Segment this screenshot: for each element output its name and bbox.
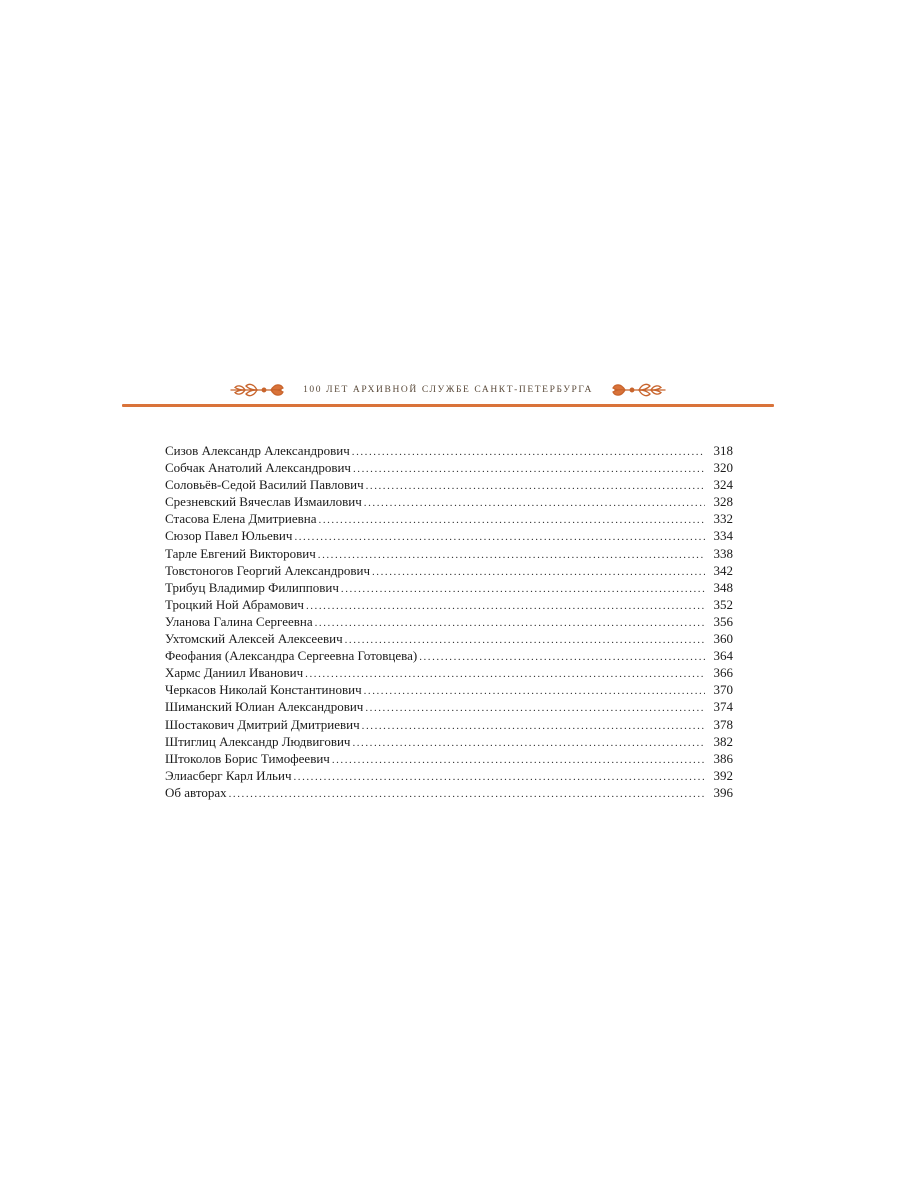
toc-dot-leader [364, 495, 705, 512]
toc-dot-leader [353, 461, 705, 478]
toc-entry [165, 698, 733, 715]
toc-entry-page-number: 334 [713, 528, 733, 544]
toc-entry [165, 681, 733, 698]
toc-dot-leader [319, 512, 705, 529]
toc-entry [165, 442, 733, 459]
toc-entry-name: Стасова Елена Дмитриевна [165, 511, 317, 527]
toc-entry-page-number: 378 [713, 716, 733, 732]
toc-entry-page-number: 324 [713, 477, 733, 493]
toc-entry [165, 459, 733, 476]
toc-dot-leader [365, 700, 705, 717]
toc-entry-page-number: 374 [713, 699, 733, 715]
toc-dot-leader [305, 666, 705, 683]
toc-entry-page-number: 328 [713, 494, 733, 510]
toc-entry-name: Феофания (Александра Сергеевна Готовцева) [165, 648, 418, 664]
toc-dot-leader [352, 735, 705, 752]
toc-entry [165, 510, 733, 527]
toc-entry-page-number: 338 [713, 545, 733, 561]
toc-entry-name: Хармс Даниил Иванович [165, 665, 304, 681]
toc-dot-leader [294, 529, 705, 546]
toc-entry-name: Тарле Евгений Викторович [165, 545, 316, 561]
toc-entry [165, 579, 733, 596]
toc-dot-leader [332, 752, 705, 769]
toc-entry-page-number: 332 [713, 511, 733, 527]
toc-entry [165, 750, 733, 767]
laurel-branch-icon [227, 379, 285, 401]
toc-entry [165, 476, 733, 493]
toc-entry-name: Шиманский Юлиан Александрович [165, 699, 364, 715]
toc-dot-leader [315, 615, 705, 632]
toc-entry-name: Собчак Анатолий Александрович [165, 460, 351, 476]
toc-entry-name: Ухтомский Алексей Алексеевич [165, 631, 343, 647]
toc-entry-page-number: 396 [713, 784, 733, 800]
toc-entry [165, 647, 733, 664]
toc-entry-name: Уланова Галина Сергеевна [165, 613, 313, 629]
toc-entry-name: Об авторах [165, 784, 227, 800]
running-header [122, 378, 774, 410]
header-row [122, 378, 774, 402]
toc-dot-leader [318, 547, 705, 564]
toc-entry-name: Штиглиц Александр Людвигович [165, 733, 351, 749]
toc-entry-page-number: 342 [713, 562, 733, 578]
running-header-title: 100 ЛЕТ АРХИВНОЙ СЛУЖБЕ САНКТ-ПЕТЕРБУРГА [303, 385, 593, 395]
toc-dot-leader [352, 444, 705, 461]
toc-dot-leader [366, 478, 705, 495]
toc-entry-page-number: 360 [713, 631, 733, 647]
toc-entry-page-number: 392 [713, 767, 733, 783]
toc-entry-page-number: 364 [713, 648, 733, 664]
toc-entry-name: Сюзор Павел Юльевич [165, 528, 293, 544]
toc-entry [165, 716, 733, 733]
table-of-contents [165, 442, 733, 801]
toc-entry [165, 545, 733, 562]
toc-entry [165, 527, 733, 544]
toc-dot-leader [372, 564, 705, 581]
toc-entry-name: Срезневский Вячеслав Измаилович [165, 494, 362, 510]
toc-entry-page-number: 382 [713, 733, 733, 749]
toc-entry [165, 596, 733, 613]
toc-entry-page-number: 318 [713, 443, 733, 458]
toc-entry [165, 630, 733, 647]
header-rule [122, 404, 774, 407]
toc-entry-name: Троцкий Ной Абрамович [165, 596, 304, 612]
toc-entry [165, 562, 733, 579]
toc-dot-leader [419, 649, 705, 666]
toc-dot-leader [229, 786, 705, 803]
toc-dot-leader [341, 581, 705, 598]
toc-entry-name: Черкасов Николай Константинович [165, 682, 362, 698]
toc-entry-page-number: 348 [713, 579, 733, 595]
toc-entry [165, 493, 733, 510]
toc-entry-page-number: 356 [713, 613, 733, 629]
toc-entry-page-number: 320 [713, 460, 733, 476]
toc-entry-page-number: 366 [713, 665, 733, 681]
toc-entry-page-number: 370 [713, 682, 733, 698]
toc-entry-name: Соловьёв-Седой Василий Павлович [165, 477, 364, 493]
laurel-branch-icon [611, 379, 669, 401]
toc-entry-name: Элиасберг Карл Ильич [165, 767, 292, 783]
toc-entry-name: Шостакович Дмитрий Дмитриевич [165, 716, 360, 732]
toc-entry-name: Штоколов Борис Тимофеевич [165, 750, 330, 766]
toc-entry-name: Сизов Александр Александрович [165, 443, 350, 458]
toc-dot-leader [293, 769, 705, 786]
toc-dot-leader [362, 718, 705, 735]
toc-entry [165, 733, 733, 750]
toc-entry-page-number: 386 [713, 750, 733, 766]
toc-entry-name: Трибуц Владимир Филиппович [165, 579, 339, 595]
toc-entry [165, 664, 733, 681]
toc-entry-name: Товстоногов Георгий Александрович [165, 562, 370, 578]
toc-entry [165, 613, 733, 630]
toc-entry [165, 784, 733, 801]
toc-dot-leader [306, 598, 705, 615]
toc-entry-page-number: 352 [713, 596, 733, 612]
toc-entry [165, 767, 733, 784]
toc-dot-leader [364, 683, 705, 700]
